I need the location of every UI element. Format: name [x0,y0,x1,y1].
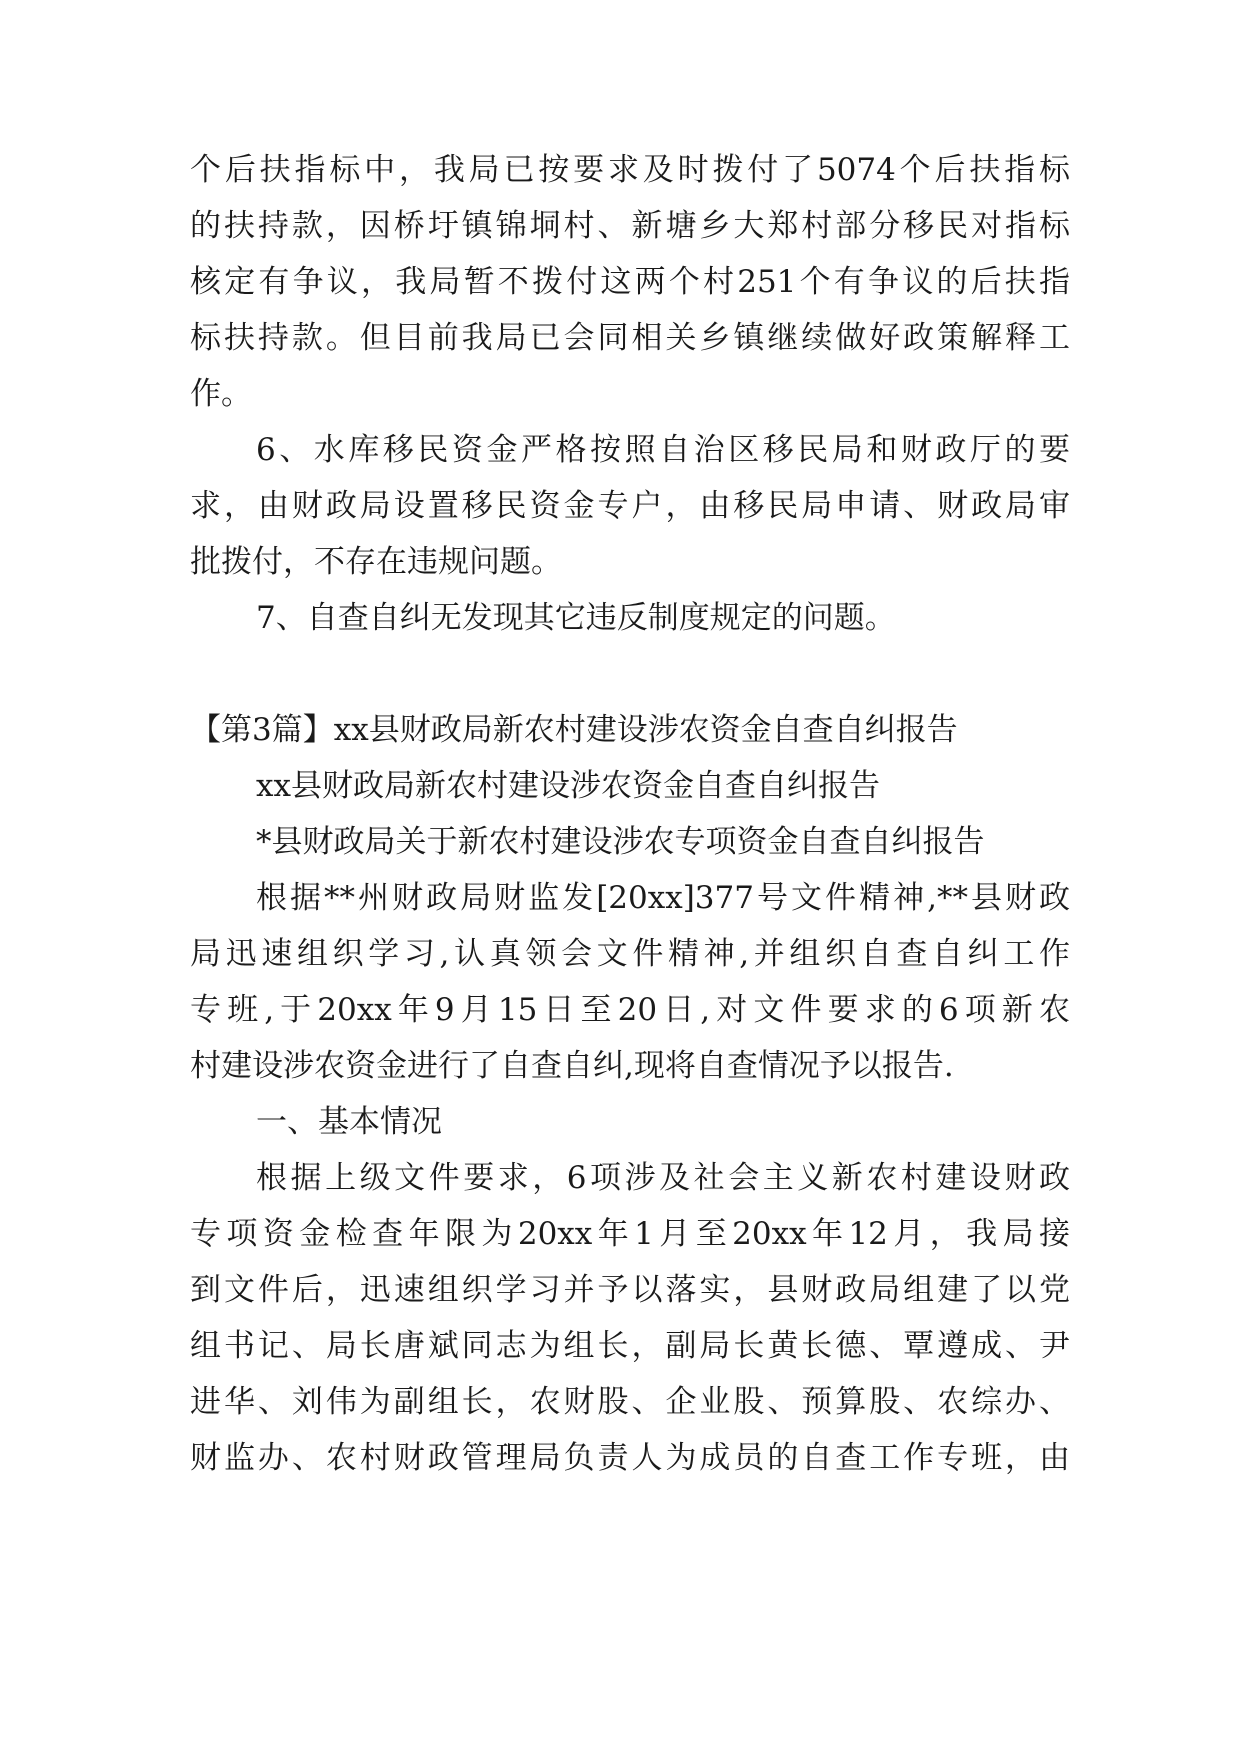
section-title: xx县财政局新农村建设涉农资金自查自纠报告 [256,768,880,804]
text-line: 的扶持款，因桥圩镇锦垌村、新塘乡大郑村部分移民对指标 [190,208,1070,244]
section-subtitle: *县财政局关于新农村建设涉农专项资金自查自纠报告 [256,824,985,860]
subsection-heading: 一、基本情况 [256,1104,442,1140]
text-line: 标扶持款。但目前我局已会同相关乡镇继续做好政策解释工 [190,320,1070,356]
text-line: 根据**州财政局财监发[20xx]377号文件精神,**县财政 [256,880,1070,916]
text-line: 批拨付，不存在违规问题。 [190,544,562,580]
text-line: 局迅速组织学习,认真领会文件精神,并组织自查自纠工作 [190,936,1070,972]
text-line: 核定有争议，我局暂不拨付这两个村251个有争议的后扶指 [190,264,1070,300]
text-line: 组书记、局长唐斌同志为组长，副局长黄长德、覃遵成、尹 [190,1328,1070,1364]
text-line: 专项资金检查年限为20xx年1月至20xx年12月，我局接 [190,1216,1070,1252]
text-line: 作。 [190,376,252,412]
section-heading: 【第3篇】xx县财政局新农村建设涉农资金自查自纠报告 [190,712,958,748]
text-line: 根据上级文件要求，6项涉及社会主义新农村建设财政 [256,1160,1070,1196]
text-line: 进华、刘伟为副组长，农财股、企业股、预算股、农综办、 [190,1384,1070,1420]
text-line: 村建设涉农资金进行了自查自纠,现将自查情况予以报告. [190,1048,954,1084]
text-line: 个后扶指标中，我局已按要求及时拨付了5074个后扶指标 [190,152,1070,188]
text-line: 求，由财政局设置移民资金专户，由移民局申请、财政局审 [190,488,1070,524]
text-line: 到文件后，迅速组织学习并予以落实，县财政局组建了以党 [190,1272,1070,1308]
text-line: 专班,于20xx年9月15日至20日,对文件要求的6项新农 [190,992,1070,1028]
text-line: 7、自查自纠无发现其它违反制度规定的问题。 [256,600,896,636]
text-line: 财监办、农村财政管理局负责人为成员的自查工作专班，由 [190,1440,1070,1476]
text-line: 6、水库移民资金严格按照自治区移民局和财政厅的要 [256,432,1070,468]
